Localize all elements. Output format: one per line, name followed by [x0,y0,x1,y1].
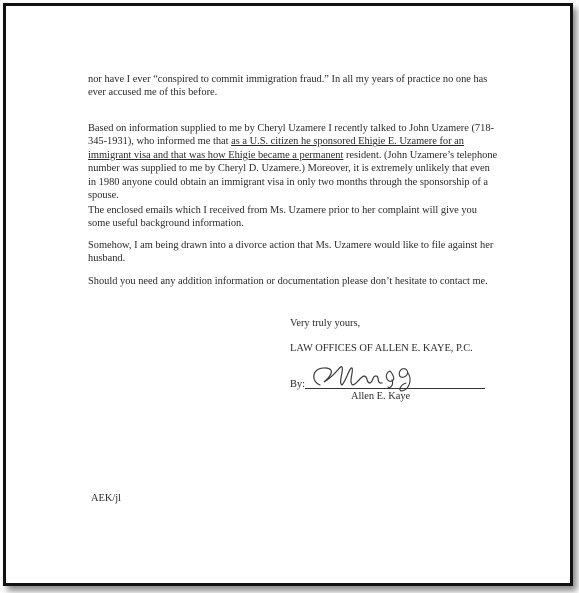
closing-salutation: Very truly yours, [290,318,361,329]
paragraph-divorce-action: Somehow, I am being drawn into a divorce action that Ms. Uzamere would like to file against her husband. [88,240,494,265]
underlined-sponsorship-statement: as a U.S. citizen he sponsored Ehigie E. Uzamere for an immigrant visa and that was how Ehigie became a permanent [88,136,464,161]
paragraph-enclosed-emails: The enclosed emails which I received from Ms. Uzamere prior to her complaint will give you some useful background information. [88,205,477,230]
paragraph-contact-me: Should you need any addition information or documentation please don’t hesitate to contact me. [88,276,488,287]
typist-initials: AEK/jl [91,493,122,504]
signer-name: Allen E. Kaye [351,391,411,402]
by-label: By: [290,379,306,390]
paragraph-john-uzamere [88,122,498,202]
letter-page [6,6,570,583]
law-firm-name: LAW OFFICES OF ALLEN E. KAYE, P.C. [290,343,473,354]
paragraph-immigration-fraud: nor have I ever “conspired to commit immigration fraud.” In all my years of practice no one has ever accused me of this before. [88,74,488,99]
document-frame [3,3,573,586]
paragraph-john-uzamere-start: Based on information supplied to me by Cheryl Uzamere I recently talked to John Uzamere (718-345-1931), who informed me that [88,123,494,148]
paragraph-john-uzamere-end: resident. (John Uzamere’s telephone number was supplied to me by Cheryl D. Uzamere.) Moreover, it is extremely unlikely that even in 1980 anyone could obtain an immigrant visa in only two months through the sponsorship of a spouse. [88,149,498,202]
